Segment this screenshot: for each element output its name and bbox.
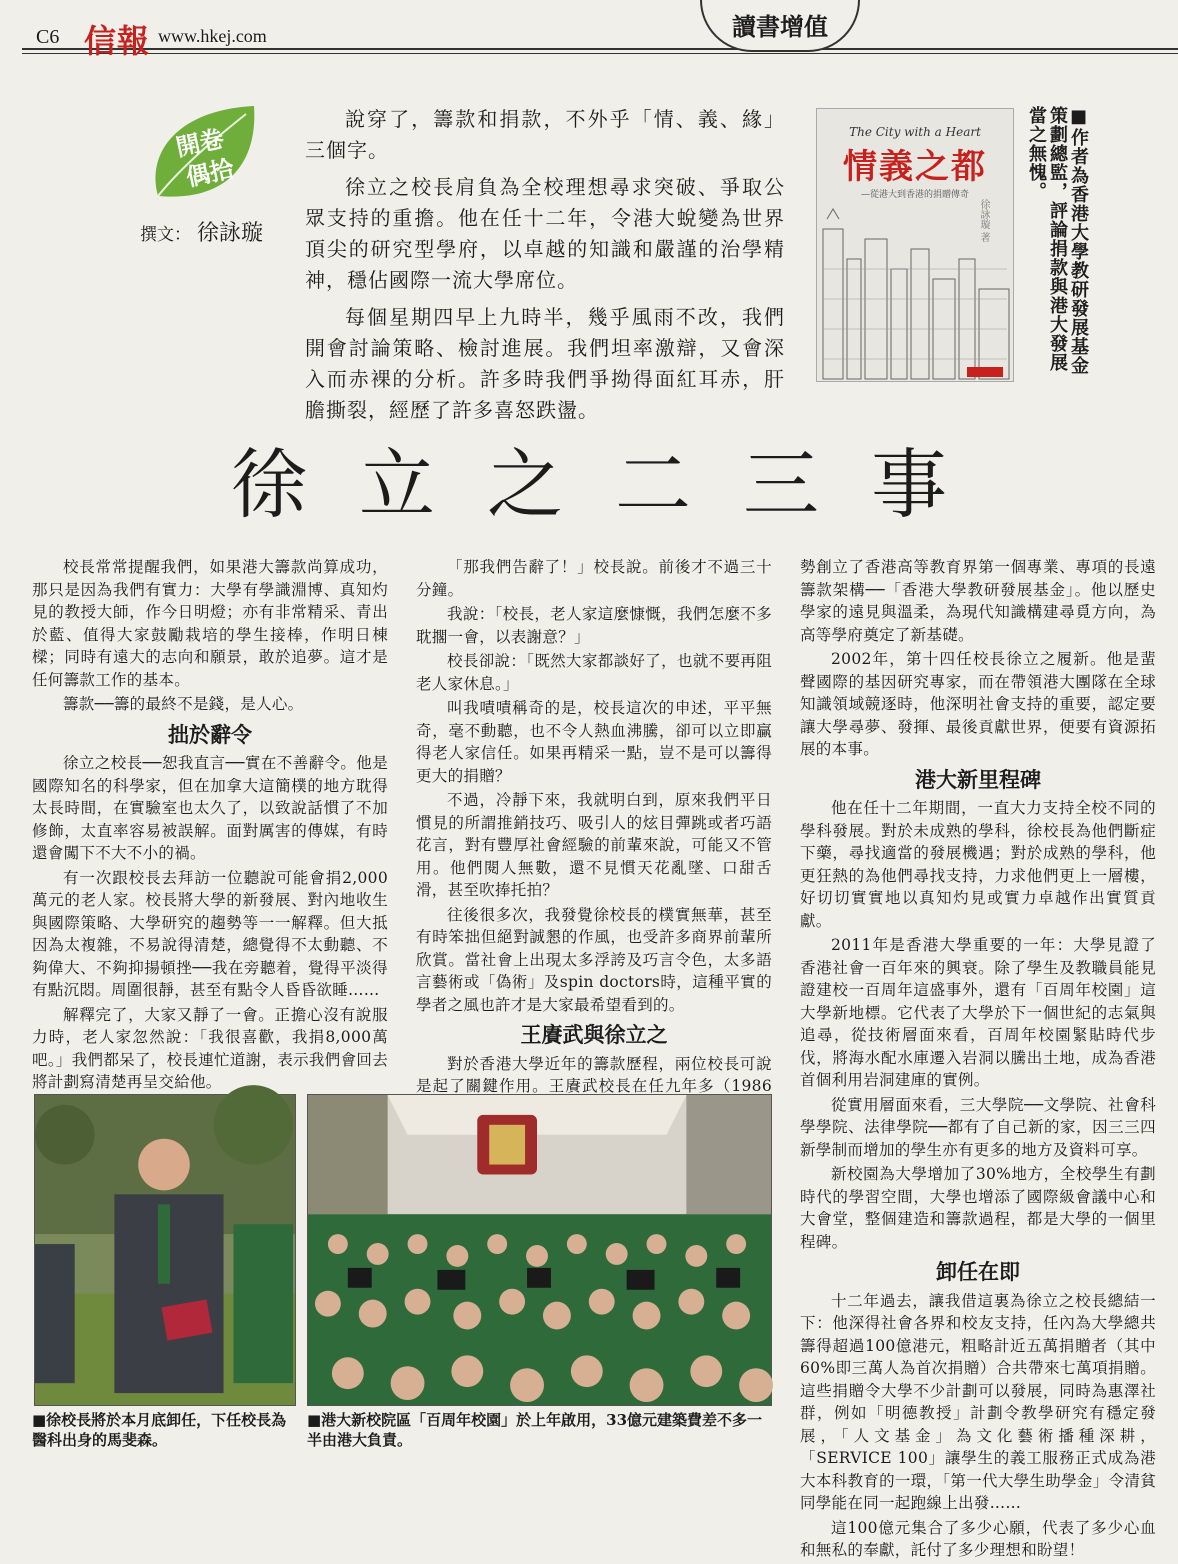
section-tab: 讀書增值 [700,0,860,52]
subheading: 卸任在即 [936,1260,1020,1284]
subheading: 拙於辭令 [168,722,252,747]
book-title-en: The City with a Heart [849,125,981,139]
byline [140,216,263,247]
site-url: www.hkej.com [158,26,267,46]
paragraph: 對於香港大學近年的籌款歷程，兩位校長可說是起了關鍵作用。王賡武校長在任九年多（1986 [416,1054,772,1095]
article-column-1 [32,556,388,1096]
intro-paragraph: 每個星期四早上九時半，幾乎風雨不改，我們開會討論策略、檢討進展。我們坦率激辯，又會深入而赤裸的分析。許多時我們爭拗得面紅耳赤，肝膽撕裂，經歷了許多喜怒跌盪。 [305,305,785,422]
photo-caption-1: ■徐校長將於本月底卸任，下任校長為醫科出身的馬斐森。 [32,1411,287,1449]
intro-paragraph: 徐立之校長肩負為全校理想尋求突破、爭取公眾支持的重擔。他在任十二年，令港大蛻變為世界頂尖的研究型學府，以卓越的知識和嚴謹的治學精神，穩佔國際一流大學席位。 [305,175,785,292]
paragraph: 叫我嘖嘖稱奇的是，校長這次的申述，平平無奇，毫不動聽，也不令人熱血沸騰，卻可以立即贏得老人家信任。如果再精采一點，豈不是可以籌得更大的捐贈？ [416,699,772,785]
paragraph: 不過，冷靜下來，我就明白到，原來我們平日慣見的所謂推銷技巧、吸引人的炫目彈跳或者巧語花言，對有豐厚社會經驗的前輩來說，可能又不管用。他們閱人無數，還不見慣天花亂墜、口甜舌滑，甚至吹捧托拍？ [416,791,772,899]
book-caption: ■作者為香港大學教研發展基金策劃總監，評論捐款與港大發展當之無愧。 [1026,106,1089,375]
paragraph: 「那我們告辭了！」校長說。前後才不過三十分鐘。 [416,558,772,599]
book-subtitle: —從港大到香港的捐贈傳奇 [860,190,969,200]
page-number: C6 [36,26,60,48]
intro-paragraph: 說穿了，籌款和捐款，不外乎「情、義、緣」三個字。 [305,107,785,162]
paragraph: 他在任十二年期間，一直大力支持全校不同的學科發展。對於未成熟的學科，徐校長為他們斷症下藥，尋找適當的發展機遇；對於成熟的學科，他更狂熱的為他們尋找支持，力求他們更上一層樓，好切切實實地以真知灼見或實力卓越作出實質貢獻。 [800,799,1156,930]
article-column-2 [416,556,772,1145]
paragraph: 這100億元集合了多少心願，代表了多少心血和無私的奉獻，託付了多少理想和盼望！ [800,1518,1156,1559]
paragraph: 校長常常提醒我們，如果港大籌款尚算成功，那只是因為我們有實力：大學有學識淵博、真知灼見的教授大師，作今日明燈；亦有非常精采、青出於藍、值得大家鼓勵栽培的學生接棒，作明日棟樑；同時有遠大的志向和願景，敢於追夢。這才是任何籌款工作的基本。 [32,558,388,689]
paragraph: 籌款──籌的最終不是錢，是人心。 [63,695,304,713]
paragraph: 解釋完了，大家又靜了一會。正擔心沒有說服力時，老人家忽然說：「我很喜歡，我捐8,000萬吧。」我們都呆了，校長連忙道謝，表示我們會回去將計劃寫清楚再呈交給他。 [32,1005,388,1091]
headline: 徐立之二三事 [231,440,999,529]
paragraph: 往後很多次，我發覺徐校長的樸實無華，甚至有時笨拙但絕對誠懇的作風，也受許多商界前輩所欣賞。當社會上出現太多浮誇及巧言令色，太多語言藝術或「偽術」及spin doctors時，這種平實的學者之風也許才是大家最希望看到的。 [416,905,772,1014]
intro-paragraphs [305,104,785,432]
paragraph: 新校園為大學增加了30%地方，全校學生有劃時代的學習空間，大學也增添了國際級會議中心和大會堂，整個建造和籌款過程，都是大學的一個里程碑。 [800,1165,1156,1251]
paragraph: 校長卻說：「既然大家都談好了，也就不要再阻老人家休息。」 [416,652,772,693]
book-title: 情義之都 [843,147,987,187]
column-logo-text-1: 開卷 [173,124,227,162]
paragraph: 十二年過去，讓我借這裏為徐立之校長總結一下：他深得社會各界和校友支持，任內為大學總共籌得超過100億港元，粗略計近五萬捐贈者（其中60%即三萬人為首次捐贈）合共帶來七萬項捐贈。這些捐贈令大學不少計劃可以發展，同時為惠澤社群，例如「明德教授」計劃令教學研究有穩定發展，「人文基金」為文化藝術播種深耕，「SERVICE 100」讓學生的義工服務正式成為港大本科教育的一環，「第一代大學生助學金」令清貧同學能在同一起跑線上出發…… [800,1291,1156,1512]
paragraph: 我說：「校長，老人家這麼慷慨，我們怎麼不多耽擱一會，以表謝意？」 [416,605,772,646]
photo-principal [34,1094,296,1406]
book-author: 徐詠璇 著 [978,199,989,243]
column-logo-leaf [146,104,262,204]
skyline-illustration [817,209,1015,383]
book-cover [816,108,1014,382]
header-rule [22,48,1178,54]
author-name: 徐詠璇 [197,221,264,246]
article-column-3 [800,556,1156,1564]
paragraph: 2002年，第十四任校長徐立之履新。他是蜚聲國際的基因研究專家，而在帶領港大團隊在全球知識領域競逐時，他深明社會支持的重要，認定要讓大學尋夢、發揮、最後貢獻世界，便要有資源拓展的本事。 [800,650,1156,758]
paragraph: 有一次跟校長去拜訪一位聽說可能會捐2,000萬元的老人家。校長將大學的新發展、對內地收生與國際策略、大學研究的趨勢等一一解釋。但大抵因為太複雜，不易說得清楚，總覺得不太動聽、不夠偉大、不夠抑揚頓挫──我在旁聽着，覺得平淡得有點沉悶。周圍很靜，甚至有點令人昏昏欲睡…… [32,868,388,999]
masthead-logo: 信報 [84,22,151,60]
column-logo-text-2: 偶拾 [183,154,237,192]
paragraph: 勢創立了香港高等教育界第一個專業、專項的長遠籌款架構──「香港大學教研發展基金」。他以歷史學家的遠見與溫柔，為現代知識構建尋覓方向，為高等學府奠定了新基礎。 [800,558,1156,644]
photo-caption-2: ■港大新校院區「百周年校園」於上年啟用，33億元建築費差不多一半由港大負責。 [307,1411,763,1449]
byline-label: 撰文： [140,225,191,245]
photo-campus-crowd [307,1094,772,1406]
paragraph: 從實用層面來看，三大學院──文學院、社會科學學院、法律學院──都有了自己新的家，因三三四新學制而增加的學生亦有更多的地方及資料可享。 [800,1095,1156,1159]
paragraph: 2011年是香港大學重要的一年：大學見證了香港社會一百年來的興衰。除了學生及教職員能見證建校一百周年這盛事外，還有「百周年校園」這大學新地標。它代表了大學於下一個世紀的志氣與追尋，從技術層面來看，百周年校園緊貼時代步伐，將海水配水庫遷入岩洞以騰出土地，成為香港首個利用岩洞建庫的實例。 [800,936,1156,1089]
subheading: 王賡武與徐立之 [520,1023,668,1047]
subheading: 港大新里程碑 [915,767,1041,792]
paragraph: 徐立之校長──恕我直言──實在不善辭令。他是國際知名的科學家，但在加拿大這簡樸的地方耽得太長時間，在實驗室也太久了，以致說話慣了不加修飾，太直率容易被誤解。面對厲害的傳媒，有時還會闖下不大不小的禍。 [32,754,388,862]
